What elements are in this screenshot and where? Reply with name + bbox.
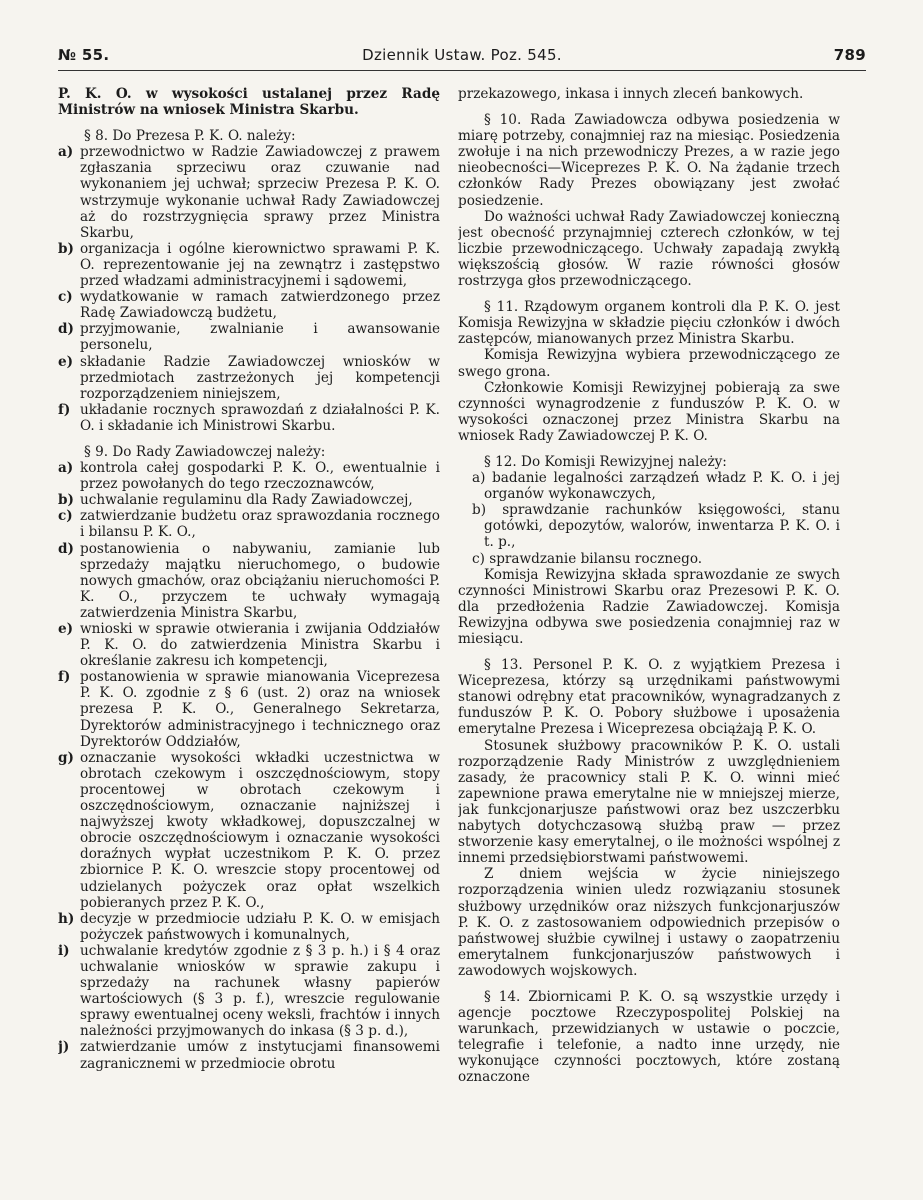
list-item: b) organizacja i ogólne kierownictwo sprawami P. K. O. reprezentowanie jej na zewnątrz i zastępstwo przed władzami administracyjnemi i sądowemi, <box>58 240 440 290</box>
list-item: a) kontrola całej gospodarki P. K. O., ewentualnie i przez powołanych do tego rzeczoznawców, <box>58 460 440 493</box>
list-item: a) badanie legalności zarządzeń władz P. K. O. i jej organów wykonawczych, <box>472 470 840 503</box>
issue-number: № 55. <box>58 46 110 64</box>
list-item: d) przyjmowanie, zwalnianie i awansowanie personelu, <box>58 321 440 354</box>
list-item: i) uchwalanie kredytów zgodnie z § 3 p. h.) i § 4 oraz uchwalanie wniosków w sprawie zakupu i sprzedaży na rachunek własny papierów wartościowych (§ 3 p. f.), wreszcie regulowanie sprawy ewentualnej oceny weksli, frachtów i innych należności przyjmowanych do inkasa (§ 3 p. d.), <box>58 942 440 1040</box>
intro-paragraph: P. K. O. w wysokości ustalanej przez Radę Ministrów na wniosek Ministra Skarbu. <box>58 86 440 119</box>
continuation-paragraph: przekazowego, inkasa i innych zleceń bankowych. <box>458 86 804 102</box>
section-9 <box>58 444 440 1072</box>
page-header <box>58 46 866 70</box>
header-rule <box>58 70 866 71</box>
list-item: e) składanie Radzie Zawiadowczej wniosków w przedmiotach zastrzeżonych jej kompetencji rozporządzeniem niniejszem, <box>58 353 440 402</box>
section-12: § 12. Do Komisji Rewizyjnej należy: a) badanie legalności zarządzeń władz P. K. O. i jej organów wykonawczych, b) sprawdzanie rachunków księgowości, stanu gotówki, depozytów, walorów, inwentarza P. K. O. i t. p., c) sprawdzanie bilansu rocznego. Komisja Rewizyjna składa sprawozdanie ze swych czynności Ministrowi Skarbu oraz Prezesowi P. K. O. dla przedłożenia Radzie Zawiadowczej. Komisja Rewizyjna odbywa swe posiedzenia conajmniej raz w miesiącu. <box>458 453 840 647</box>
list-item: c) zatwierdzanie budżetu oraz sprawozdania rocznego i bilansu P. K. O., <box>58 508 440 541</box>
list-item: e) wnioski w sprawie otwierania i zwijania Oddziałów P. K. O. do zatwierdzenia Ministra Skarbu i określanie zakresu ich kompetencji, <box>58 621 440 670</box>
journal-title: Dziennik Ustaw. Poz. 545. <box>362 46 562 64</box>
section-13: § 13. Personel P. K. O. z wyjątkiem Prezesa i Wiceprezesa, którzy są urzędnikami państwowymi stanowi odrębny etat pracowników, wynagradzanych z funduszów P. K. O. Pobory służbowe i uposażenia emerytalne Prezesa i Wiceprezesa obciążają P. K. O. Stosunek służbowy pracowników P. K. O. ustali rozporządzenie Rady Ministrów z uwzględnieniem zasady, że pracownicy stali P. K. O. winni mieć zapewnione prawa emerytalne nie w mniejszej mierze, jak funkcjonarjusze państwowi oraz bez uszczerbku nabytych dotychczasową służbą praw — przez stworzenie kasy emerytalnej, o ile możności wspólnej z innemi przedsiębiorstwami państwowemi. Z dniem wejścia w życie niniejszego rozporządzenia winien uledz rozwiązaniu stosunek służbowy urzędników oraz niższych funkcjonarjuszów P. K. O. z zastosowaniem odpowiednich przepisów o państwowej służbie cywilnej i ustawy o zaopatrzeniu emerytalnem funkcjonarjuszów państwowych i zawodowych wojskowych. <box>458 657 840 979</box>
list-item: b) sprawdzanie rachunków księgowości, stanu gotówki, depozytów, walorów, inwentarza P. K. O. i t. p., <box>472 502 840 551</box>
section-14: § 14. Zbiornicami P. K. O. są wszystkie urzędy i agencje pocztowe Rzeczypospolitej Polskiej na warunkach, przewidzianych w ustawie o poczcie, telegrafie i telefonie, a nadto inne urzędy, nie wykonujące czynności pocztowych, które zostaną oznaczone <box>458 988 840 1086</box>
list-item: j) zatwierdzanie umów z instytucjami finansowemi zagranicznemi w przedmiocie obrotu <box>58 1039 440 1072</box>
left-column <box>58 86 440 1186</box>
list-item: f) postanowienia w sprawie mianowania Viceprezesa P. K. O. zgodnie z § 6 (ust. 2) oraz na wniosek prezesa P. K. O., Generalnego Sekretarza, Dyrektorów administracyjnego i technicznego oraz Dyrektorów Oddziałów, <box>58 669 440 750</box>
list-item: f) układanie rocznych sprawozdań z działalności P. K. O. i składanie ich Ministrowi Skarbu. <box>58 401 440 434</box>
section-8 <box>58 128 440 434</box>
list-item: d) postanowienia o nabywaniu, zamianie lub sprzedaży majątku nieruchomego, o budowie nowych gmachów, oraz obciążaniu nieruchomości P. K. O., przyczem te uchwały wymagają zatwierdzenia Ministra Skarbu, <box>58 540 440 621</box>
list-item: c) sprawdzanie bilansu rocznego. <box>472 550 703 567</box>
section-12-heading: § 12. Do Komisji Rewizyjnej należy: <box>484 453 727 470</box>
list-item: a) przewodnictwo w Radzie Zawiadowczej z prawem zgłaszania sprzeciwu oraz czuwanie nad wykonaniem jej uchwał; sprzeciw Prezesa P. K. O. wstrzymuje wykonanie uchwał Rady Zawiadowczej aż do rozstrzygnięcia sprawy przez Ministra Skarbu, <box>58 144 440 241</box>
list-item: c) wydatkowanie w ramach zatwierdzonego przez Radę Zawiadowczą budżetu, <box>58 289 440 322</box>
section-10: § 10. Rada Zawiadowcza odbywa posiedzenia w miarę potrzeby, conajmniej raz na miesiąc. Posiedzenia zwołuje i na nich przewodniczy Prezes, a w razie jego nieobecności—Wiceprezes P. K. O. Na żądanie trzech członków Rady Prezes obowiązany jest zwołać posiedzenie. Do ważności uchwał Rady Zawiadowczej konieczną jest obecność przynajmniej czterech członków, w tej liczbie przewodniczącego. Uchwały zapadają zwykłą większością głosów. W razie równości głosów rostrzyga głos przewodniczącego. <box>458 112 840 290</box>
list-item: b) uchwalanie regulaminu dla Rady Zawiadowczej, <box>58 492 413 509</box>
right-column <box>458 86 840 1186</box>
list-item: h) decyzje w przedmiocie udziału P. K. O. w emisjach pożyczek państwowych i komunalnych, <box>58 910 440 943</box>
section-8-heading: § 8. Do Prezesa P. K. O. należy: <box>84 128 296 145</box>
section-9-heading: § 9. Do Rady Zawiadowczej należy: <box>84 443 326 460</box>
page-number: 789 <box>833 46 866 64</box>
section-11: § 11. Rządowym organem kontroli dla P. K. O. jest Komisja Rewizyjna w składzie pięciu członków i dwóch zastępców, mianowanych przez Ministra Skarbu. Komisja Rewizyjna wybiera przewodniczącego ze swego grona. Członkowie Komisji Rewizyjnej pobierają za swe czynności wynagrodzenie z funduszów P. K. O. w wysokości oznaczonej przez Ministra Skarbu na wniosek Rady Zawiadowczej P. K. O. <box>458 299 840 444</box>
list-item: g) oznaczanie wysokości wkładki uczestnictwa w obrotach czekowym i oszczędnościowym, stopy procentowej w obrotach czekowym i oszczędnościowym, oznaczanie najniższej i najwyższej kwoty wkładkowej, dopuszczalnej w obrocie oszczędnościowym i oznaczanie wysokości doraźnych wypłat uczestnikom P. K. O. przez zbiornice P. K. O. wreszcie stopy procentowej od udzielanych pożyczek oraz opłat wszelkich pobieranych przez P. K. O., <box>58 749 440 911</box>
